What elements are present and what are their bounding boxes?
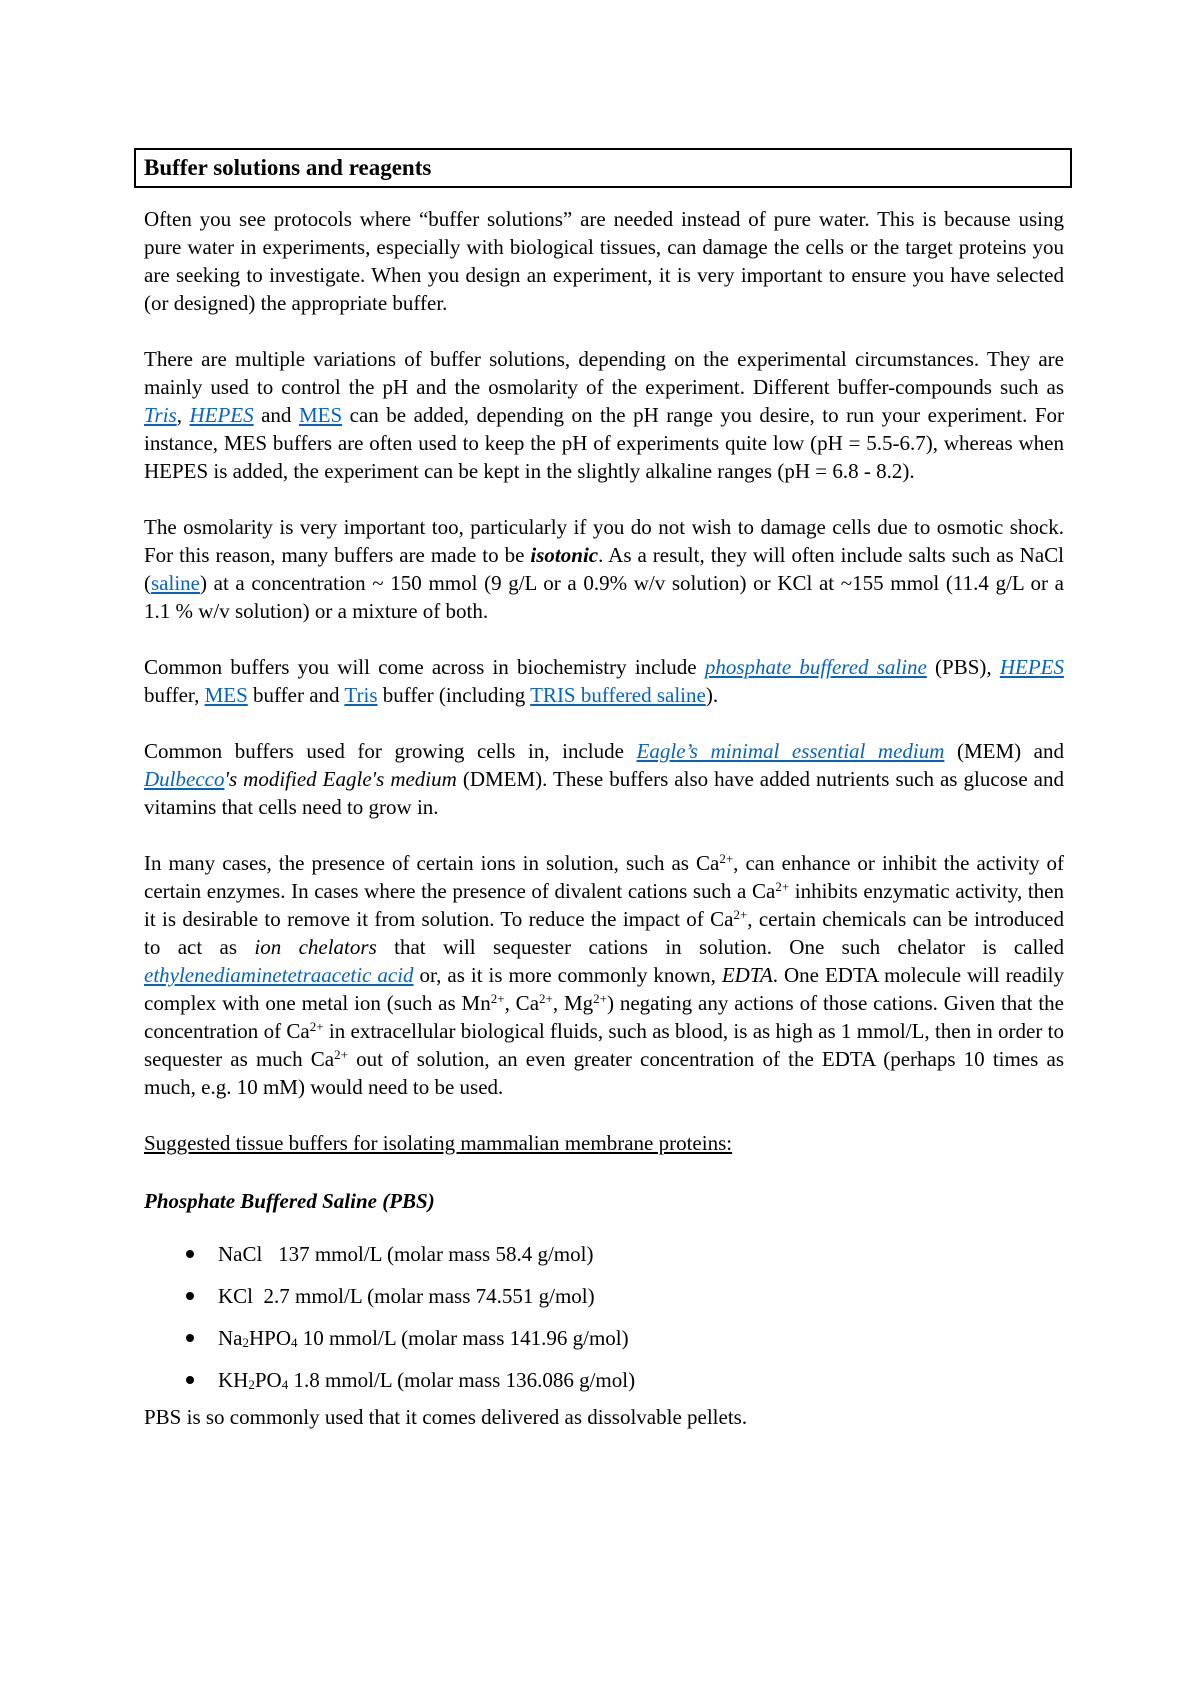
ions-chelation-paragraph: In many cases, the presence of certain ions in solution, such as $Ca^{2+}$, can enhance or inhibit the activity of certain enzymes. In cases where the presence of divalent cations such a $Ca^{2+}$ inhibits enzymatic activity, then it is desirable to remove it from solution. To reduce the impact of $Ca^{2+}$, certain chemicals can be introduced to act as ion chelators that will sequester cations in solution. One such chelator is called ethylenediaminetetraacetic acid or, as it is more commonly known, EDTA. One EDTA molecule will readily complex with one metal ion (such as $Mn^{2+}$, $Ca^{2+}$, $Mg^{2+}$) negating any actions of those cations. Given that the concentration of $Ca^{2+}$ in extracellular biological fluids, such as blood, is as high as 1 mmol/L, then in order to sequester as much $Ca^{2+}$ out of solution, an even greater concentration of the EDTA (perhaps 10 times as much, e.g. 10 mM) would need to be used.: [144, 851, 1064, 1099]
bullet-icon: [186, 1376, 194, 1384]
list-item: $Na_2HPO_4$ 10 mmol/L (molar mass 141.96 g/mol): [144, 1317, 1064, 1359]
list-item: $KH_2PO_4$ 1.8 mmol/L (molar mass 136.086 g/mol): [144, 1359, 1064, 1401]
bullet-icon: [186, 1292, 194, 1300]
hepes-buffer-link[interactable]: HEPES: [999, 655, 1064, 679]
bullet-icon: [186, 1250, 194, 1258]
tris-link[interactable]: Tris: [144, 403, 177, 427]
document-page: [144, 148, 1064, 1431]
title-text: Buffer solutions and reagents: [144, 155, 432, 180]
intro-paragraph: Often you see protocols where “buffer solutions” are needed instead of pure water. This is because using pure water in experiments, especially with biological tissues, can damage the cells or the target proteins you are seeking to investigate. When you design an experiment, it is very important to ensure you have selected (or designed) the appropriate buffer.: [144, 207, 1064, 315]
mes-link[interactable]: MES: [298, 403, 343, 427]
dulbecco-link[interactable]: Dulbecco: [144, 767, 225, 791]
closing-paragraph: PBS is so commonly used that it comes delivered as dissolvable pellets.: [144, 1405, 748, 1429]
pbs-ingredient-list: [144, 1233, 1064, 1401]
common-buffers-paragraph: Common buffers you will come across in biochemistry include phosphate buffered saline (PBS), HEPES buffer, MES buffer and Tris buffer (including TRIS buffered saline).: [144, 655, 1064, 707]
pbs-heading: Phosphate Buffered Saline (PBS): [144, 1189, 435, 1213]
buffer-variations-paragraph: There are multiple variations of buffer solutions, depending on the experimental circumstances. They are mainly used to control the pH and the osmolarity of the experiment. Different buffer-compounds such as Tris, HEPES and MES can be added, depending on the pH range you desire, to run your experiment. For instance, MES buffers are often used to keep the pH of experiments quite low (pH = 5.5-6.7), whereas when HEPES is added, the experiment can be kept in the slightly alkaline ranges (pH = 6.8 - 8.2).: [144, 347, 1064, 483]
edta-term: EDTA: [721, 963, 773, 987]
mes-buffer-link[interactable]: MES: [204, 683, 248, 707]
osmolarity-paragraph: The osmolarity is very important too, particularly if you do not wish to damage cells due to osmotic shock. For this reason, many buffers are made to be isotonic. As a result, they will often include salts such as NaCl (saline) at a concentration ~ 150 mmol (9 g/L or a 0.9% w/v solution) or KCl at ~155 mmol (11.4 g/L or a 1.1 % w/v solution) or a mixture of both.: [144, 515, 1064, 623]
list-item: KCl 2.7 mmol/L (molar mass 74.551 g/mol): [144, 1275, 1064, 1317]
cell-growth-paragraph: Common buffers used for growing cells in, include Eagle’s minimal essential medium (MEM) and Dulbecco's modified Eagle's medium (DMEM). These buffers also have added nutrients such as glucose and vitamins that cells need to grow in.: [144, 739, 1064, 819]
ion-chelators-term: ion chelators: [254, 935, 377, 959]
saline-link[interactable]: saline: [151, 571, 200, 595]
tris-buffered-saline-link[interactable]: TRIS buffered saline: [530, 683, 706, 707]
tris-buffer-link[interactable]: Tris: [344, 683, 378, 707]
list-item: NaCl 137 mmol/L (molar mass 58.4 g/mol): [144, 1233, 1064, 1275]
bullet-icon: [186, 1334, 194, 1342]
hepes-link[interactable]: HEPES: [189, 403, 254, 427]
suggested-buffers-heading: Suggested tissue buffers for isolating mammalian membrane proteins:: [144, 1131, 733, 1155]
mem-link[interactable]: Eagle’s minimal essential medium: [636, 739, 945, 763]
isotonic-term: isotonic: [530, 543, 599, 567]
edta-link[interactable]: ethylenediaminetetraacetic acid: [144, 963, 414, 987]
section-title: [134, 148, 1072, 188]
pbs-link[interactable]: phosphate buffered saline: [704, 655, 927, 679]
